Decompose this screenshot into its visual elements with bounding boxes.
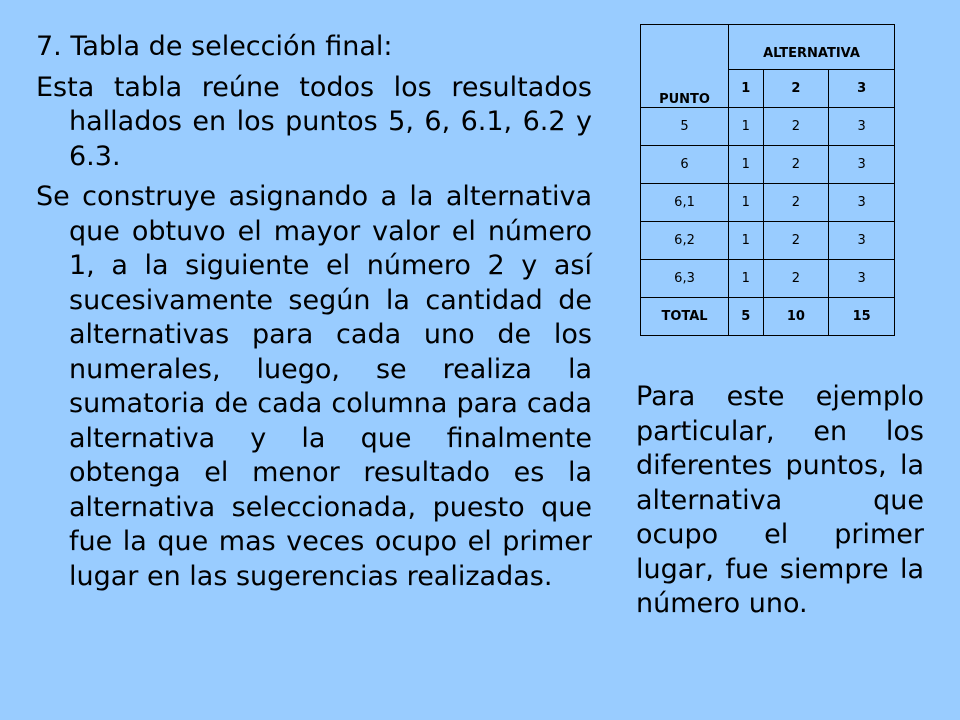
table-cell: 2 bbox=[763, 222, 829, 260]
table-cell-punto: 6 bbox=[641, 146, 729, 184]
table-cell: 3 bbox=[829, 108, 895, 146]
table-column-header: 3 bbox=[829, 70, 895, 108]
table-total-cell: 5 bbox=[729, 298, 764, 336]
table-cell-punto: 6,1 bbox=[641, 184, 729, 222]
table-cell: 2 bbox=[763, 260, 829, 298]
table-cell: 1 bbox=[729, 222, 764, 260]
table-cell: 3 bbox=[829, 222, 895, 260]
table-row bbox=[641, 260, 895, 298]
table-cell: 3 bbox=[829, 146, 895, 184]
table-cell-punto: 5 bbox=[641, 108, 729, 146]
table-cell: 1 bbox=[729, 184, 764, 222]
table-row-header: PUNTO bbox=[641, 25, 729, 108]
selection-table bbox=[640, 24, 895, 336]
table-total-row bbox=[641, 298, 895, 336]
table-row bbox=[641, 222, 895, 260]
side-note-block bbox=[636, 380, 924, 622]
table-cell: 1 bbox=[729, 108, 764, 146]
table-cell: 2 bbox=[763, 108, 829, 146]
table-row bbox=[641, 108, 895, 146]
table-cell: 3 bbox=[829, 184, 895, 222]
table-cell: 1 bbox=[729, 260, 764, 298]
table-cell: 3 bbox=[829, 260, 895, 298]
table-cell: 1 bbox=[729, 146, 764, 184]
table-column-header: 1 bbox=[729, 70, 764, 108]
table-total-cell: 10 bbox=[763, 298, 829, 336]
table-total-label: TOTAL bbox=[641, 298, 729, 336]
table-cell: 2 bbox=[763, 184, 829, 222]
slide-title: 7. Tabla de selección final: bbox=[36, 31, 393, 62]
table-row bbox=[641, 146, 895, 184]
table-column-header: 2 bbox=[763, 70, 829, 108]
table-cell-punto: 6,3 bbox=[641, 260, 729, 298]
selection-table-container bbox=[640, 24, 895, 336]
paragraph-method: Se construye asignando a la alternativa que obtuvo el mayor valor el número 1, a la siguiente el número 2 y así sucesivamente según la cantidad de alternativas para cada uno de los numerales, luego, se realiza la sumatoria de cada columna para cada alternativa y la que finalmente obtenga el menor resultado es la alternativa seleccionada, puesto que fue la que mas veces ocupo el primer lugar en las sugerencias realizadas. bbox=[36, 181, 592, 592]
table-cell-punto: 6,2 bbox=[641, 222, 729, 260]
table-row bbox=[641, 184, 895, 222]
main-text-block bbox=[36, 30, 592, 600]
table-group-header: ALTERNATIVA bbox=[729, 25, 895, 70]
table-group-header-row bbox=[641, 25, 895, 70]
side-note: Para este ejemplo particular, en los diferentes puntos, la alternativa que ocupo el primer lugar, fue siempre la número uno. bbox=[636, 381, 924, 619]
table-cell: 2 bbox=[763, 146, 829, 184]
table-total-cell: 15 bbox=[829, 298, 895, 336]
paragraph-intro: Esta tabla reúne todos los resultados hallados en los puntos 5, 6, 6.1, 6.2 y 6.3. bbox=[36, 71, 592, 172]
